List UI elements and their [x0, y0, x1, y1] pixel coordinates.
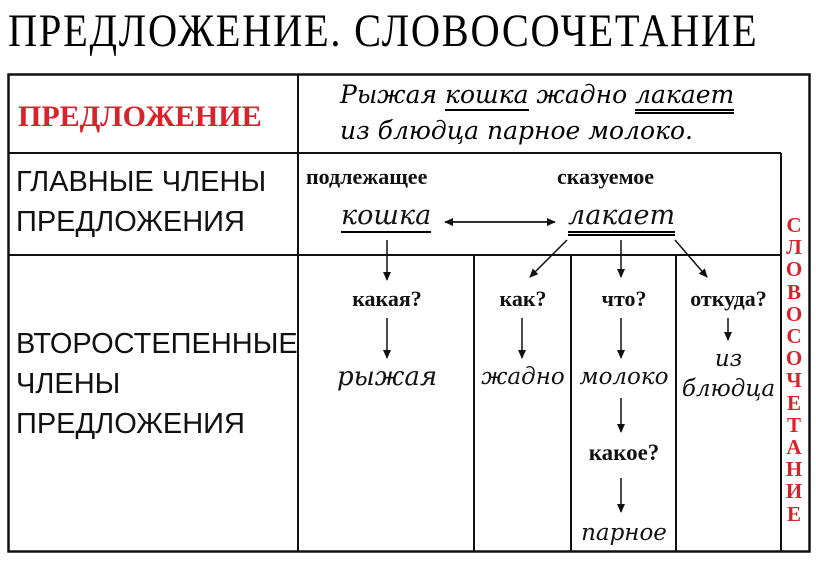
- vertical-side-label: СЛОВОСОЧЕТАНИЕ: [785, 213, 803, 526]
- subject-word: кошка: [341, 200, 432, 231]
- example-sentence-line1: [340, 80, 734, 109]
- secondary-members-label: ВТОРОСТЕПЕННЫЕ ЧЛЕНЫ ПРЕДЛОЖЕНИЯ: [16, 328, 298, 440]
- question-kak: как?: [499, 286, 547, 311]
- sentence-word: жадно: [536, 80, 628, 109]
- word-moloko: молоко: [579, 364, 669, 390]
- arrow-pred-kak: [530, 240, 567, 277]
- question-otkuda: откуда?: [690, 286, 767, 311]
- question-kakoe: какое?: [588, 440, 660, 465]
- word-iz: из: [714, 346, 743, 372]
- row1-label: ПРЕДЛОЖЕНИЕ: [18, 100, 262, 133]
- question-kakaya: какая?: [352, 286, 422, 311]
- main-members-label: ГЛАВНЫЕ ЧЛЕНЫ ПРЕДЛОЖЕНИЯ: [16, 166, 267, 238]
- sentence-predicate: лакает: [635, 80, 734, 114]
- table-frame: [9, 75, 810, 552]
- word-zhadno: жадно: [481, 364, 565, 390]
- word-parnoe: парное: [581, 520, 667, 546]
- word-blyudtsa: блюдца: [681, 376, 776, 402]
- word-ryzhaya: рыжая: [336, 362, 438, 392]
- page-title: ПРЕДЛОЖЕНИЕ. СЛОВОСОЧЕТАНИЕ: [8, 5, 759, 57]
- predicate-word: лакает: [568, 201, 675, 236]
- arrow-pred-otkuda: [675, 240, 707, 277]
- question-chto: что?: [601, 286, 647, 311]
- predicate-heading: сказуемое: [557, 164, 655, 189]
- subject-heading: подлежащее: [306, 164, 428, 189]
- sentence-word: Рыжая: [340, 80, 438, 109]
- sentence-subject: кошка: [445, 80, 529, 109]
- example-sentence-line2: из блюдца парное молоко.: [340, 116, 693, 145]
